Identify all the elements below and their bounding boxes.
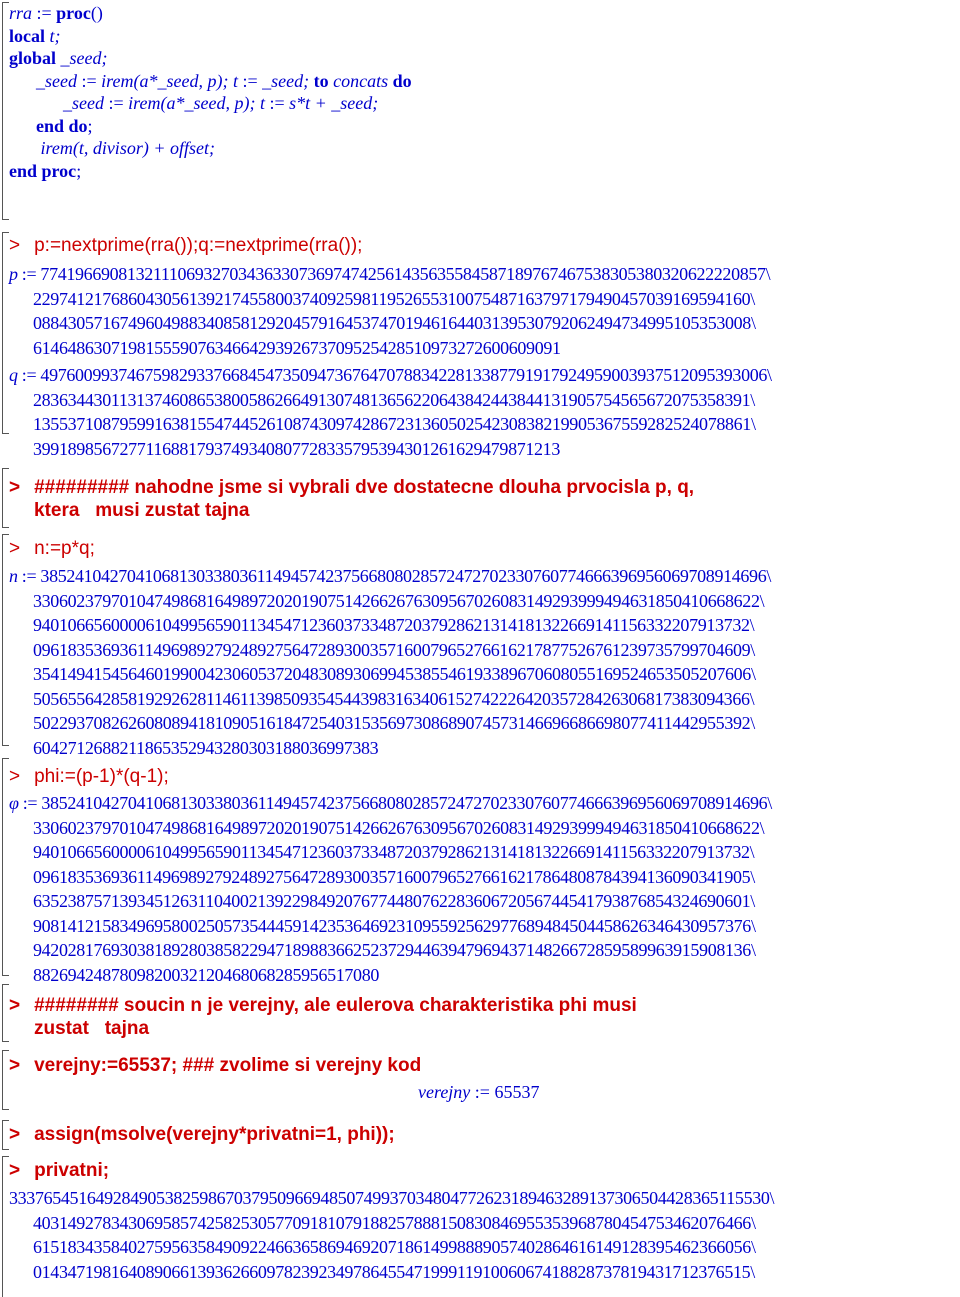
code-token: irem(a*_seed, p); xyxy=(101,70,229,91)
output-lhs: φ xyxy=(9,793,19,813)
output-line xyxy=(9,1260,774,1285)
code-line xyxy=(9,25,412,48)
output-digits: 505655642858192926281146113985093545443983163406152742226420357284263068173830943​66\ xyxy=(33,688,755,709)
assign-operator: := xyxy=(17,264,41,284)
output-lhs: verejny xyxy=(418,1082,471,1102)
prompt-symbol: > xyxy=(9,477,21,498)
execution-group-bracket[interactable] xyxy=(2,2,9,220)
code-line xyxy=(9,2,412,25)
command-text: privatni; xyxy=(34,1160,110,1181)
output-phi xyxy=(9,791,772,987)
output-lhs: q xyxy=(9,365,18,385)
assign-operator: := xyxy=(17,365,41,385)
code-token: ; xyxy=(87,115,93,136)
output-digits: 39918985672771168817937493408077283357953943012616294798712​13 xyxy=(33,438,560,459)
code-token: t xyxy=(228,70,238,91)
output-line xyxy=(9,816,772,841)
code-token: do xyxy=(388,70,412,91)
output-digits: 615183435840275956358490922466365869469207186149988890574028646161491283954623660​56\ xyxy=(33,1237,756,1257)
output-digits: 330602379701047498681649897202019075142662676309567026083149293999494631850410668622\ xyxy=(33,590,765,611)
code-token: concats xyxy=(328,70,389,91)
code-token: _seed; xyxy=(262,70,310,91)
output-line xyxy=(9,1235,774,1260)
command-text: p:=nextprime(rra());q:=nextprime(rra()); xyxy=(34,235,363,256)
code-token: end proc xyxy=(9,160,77,181)
output-line xyxy=(9,1186,774,1211)
code-token: irem(t, divisor) + offset; xyxy=(9,138,215,158)
code-line xyxy=(9,92,412,115)
code-token: t xyxy=(255,93,265,113)
execution-group-bracket[interactable] xyxy=(2,1120,9,1150)
output-line xyxy=(9,1211,774,1236)
prompt-symbol: > xyxy=(9,1160,21,1181)
code-token: _seed xyxy=(9,93,104,113)
output-digits: 88269424878098200321204680682859565170​80 xyxy=(33,964,380,985)
output-p xyxy=(9,262,770,360)
output-digits: 635238757139345126311040021392298492076774480762283606720567445417938768543246906​01\ xyxy=(33,891,755,911)
assign-operator: := xyxy=(18,793,42,813)
code-token: local xyxy=(9,25,45,46)
output-digits: 283634430113137460865380058626649130748136562206438424438441319057545656720753583​91\ xyxy=(33,389,755,410)
code-token: () xyxy=(90,3,103,23)
output-line xyxy=(9,711,771,736)
command-text: verejny:=65537; ### zvolime si verejny kod xyxy=(34,1055,422,1076)
output-n xyxy=(9,564,771,760)
output-line xyxy=(9,662,771,687)
output-digits: 497600993746759829337668454735094736764707883422813387791917924959003937512095393006\ xyxy=(40,365,772,385)
output-digits: 385241042704106813033803611494574237566808028572472702330760774666396956069708914696\ xyxy=(41,793,772,813)
code-token: _seed xyxy=(9,70,77,91)
output-line xyxy=(9,613,771,638)
output-line xyxy=(9,914,772,939)
code-token: rra xyxy=(9,3,33,23)
output-line xyxy=(9,865,772,890)
output-digits: 096183536936114969892792489275647289300357160079652766162178648087843941360903419​05\ xyxy=(33,866,755,887)
execution-group-bracket[interactable] xyxy=(2,984,9,1042)
code-token: end do xyxy=(9,115,88,136)
output-line xyxy=(9,564,771,589)
output-q xyxy=(9,363,772,461)
output-verejny xyxy=(418,1082,539,1103)
output-digits: 774196690813211106932703436330736974742561435635584587189767467538305380320622220857\ xyxy=(40,264,771,284)
comment-line-2: zustat tajna xyxy=(34,1018,150,1039)
code-token: := xyxy=(264,93,290,113)
execution-group-bracket[interactable] xyxy=(2,758,9,976)
code-line xyxy=(9,115,412,138)
output-digits: 333765451649284905382598670379509669485074993703480477262318946328913730650442836511553​0\ xyxy=(9,1188,775,1208)
output-digits: 502293708262608089418109051618472540315356973086890745731466966866980774114429553​92\ xyxy=(33,713,755,733)
code-line xyxy=(9,70,412,93)
output-digits: 096183536936114969892792489275647289300357160079652766162178775267612397357997046​09\ xyxy=(33,639,755,660)
output-line xyxy=(9,638,771,663)
code-token: := xyxy=(103,93,129,113)
code-token: irem(a*_seed, p); xyxy=(128,93,256,113)
code-token: t; xyxy=(45,25,61,46)
output-line xyxy=(9,262,770,287)
comment-line[interactable] xyxy=(9,994,637,1018)
code-token: := xyxy=(237,70,263,91)
assign-operator: := xyxy=(17,566,41,586)
execution-group-bracket[interactable] xyxy=(2,1156,9,1297)
procedure-code[interactable] xyxy=(9,2,412,182)
execution-group-bracket[interactable] xyxy=(2,1050,9,1110)
code-token: global xyxy=(9,48,57,68)
input-line-assign[interactable] xyxy=(9,1123,395,1147)
output-digits: 229741217686043056139217455800374092598119526553100754871637971794904570391695941​60\ xyxy=(33,288,755,309)
output-digits: 940106656000061049956590113454712360373348720379286213141813226691411563322079137​32\ xyxy=(33,615,755,635)
output-digits: 088430571674960498834085812920457916453747019461644031395307920624947349951053530​08\ xyxy=(33,313,756,333)
execution-group-bracket[interactable] xyxy=(2,534,9,746)
output-line xyxy=(9,840,772,865)
code-token: := xyxy=(32,3,57,23)
output-digits: 6146486307198155590763466429392673709525428510973272600609091 xyxy=(33,337,561,358)
output-digits: 385241042704106813033803611494574237566808028572472702330760774666396956069708914696\ xyxy=(40,566,772,586)
output-line xyxy=(9,388,772,413)
input-line-pq[interactable] xyxy=(9,234,362,258)
input-line-privatni[interactable] xyxy=(9,1159,109,1183)
output-lhs: n xyxy=(9,566,18,586)
code-token: s*t + _seed; xyxy=(289,93,379,113)
code-line xyxy=(9,160,412,183)
output-digits: 014347198164089066139362660978239234978645547199911910060674188287378194317123765​15\ xyxy=(33,1261,755,1282)
output-line xyxy=(9,287,770,312)
comment-text-line-1: ######### nahodne jsme si vybrali dve dostatecne dlouha prvocisla p, q, xyxy=(34,477,695,498)
execution-group-bracket[interactable] xyxy=(2,468,9,528)
code-line xyxy=(9,137,412,160)
input-line-n[interactable] xyxy=(9,537,95,561)
output-digits: 403149278343069585742582530577091810791882578881508308469553539687804547534620764​66\ xyxy=(33,1212,756,1233)
output-lhs: p xyxy=(9,264,18,284)
output-line xyxy=(9,963,772,988)
comment-text-line-1: ######## soucin n je verejny, ale eulerova charakteristika phi musi xyxy=(34,995,637,1016)
prompt-symbol: > xyxy=(9,766,21,787)
command-text: n:=p*q; xyxy=(34,538,95,559)
prompt-symbol: > xyxy=(9,235,21,256)
output-digits: 942028176930381892803858229471898836625237294463947969437148266728595899639159081​36\ xyxy=(33,940,756,960)
prompt-symbol: > xyxy=(9,1124,21,1145)
comment-line-2: ktera musi zustat tajna xyxy=(34,500,250,521)
prompt-symbol: > xyxy=(9,538,21,559)
output-line xyxy=(9,311,770,336)
code-token: to xyxy=(309,70,329,91)
output-line xyxy=(9,437,772,462)
comment-line[interactable] xyxy=(9,476,694,500)
output-digits: 354149415456460199004230605372048308930699453855461933896706080551695246535052076​06\ xyxy=(33,664,756,684)
output-line xyxy=(9,336,770,361)
input-line-verejny[interactable] xyxy=(9,1054,421,1078)
output-line xyxy=(9,938,772,963)
output-digits: 940106656000061049956590113454712360373348720379286213141813226691411563322079137​32\ xyxy=(33,842,755,862)
output-digits: 330602379701047498681649897202019075142662676309567026083149293999494631850410668622\ xyxy=(33,817,765,838)
input-line-phi[interactable] xyxy=(9,765,169,789)
output-line xyxy=(9,736,771,761)
execution-group-bracket[interactable] xyxy=(2,232,9,434)
output-line xyxy=(9,412,772,437)
output-line xyxy=(9,791,772,816)
output-line xyxy=(9,687,771,712)
output-rhs: := 65537 xyxy=(470,1082,540,1102)
output-line xyxy=(9,889,772,914)
output-digits: 6042712688211865352943280303188036997383 xyxy=(33,737,379,758)
command-text: phi:=(p-1)*(q-1); xyxy=(34,766,169,787)
output-digits: 135537108795991638155474452610874309742867231360502542308382199053675592825240788​61\ xyxy=(33,414,756,434)
output-line xyxy=(9,589,771,614)
command-text: assign(msolve(verejny*privatni=1, phi)); xyxy=(34,1124,395,1145)
output-digits: 908141215834969580025057354445914235364692310955925629776894845044586263464309573​76\ xyxy=(33,915,756,936)
code-token: := xyxy=(76,70,102,91)
prompt-symbol: > xyxy=(9,995,21,1016)
code-line xyxy=(9,47,412,70)
code-token: ; xyxy=(76,160,82,181)
prompt-symbol: > xyxy=(9,1055,21,1076)
code-token: _seed; xyxy=(56,48,108,68)
output-privatni xyxy=(9,1186,774,1284)
output-line xyxy=(9,363,772,388)
code-token: proc xyxy=(56,3,91,23)
